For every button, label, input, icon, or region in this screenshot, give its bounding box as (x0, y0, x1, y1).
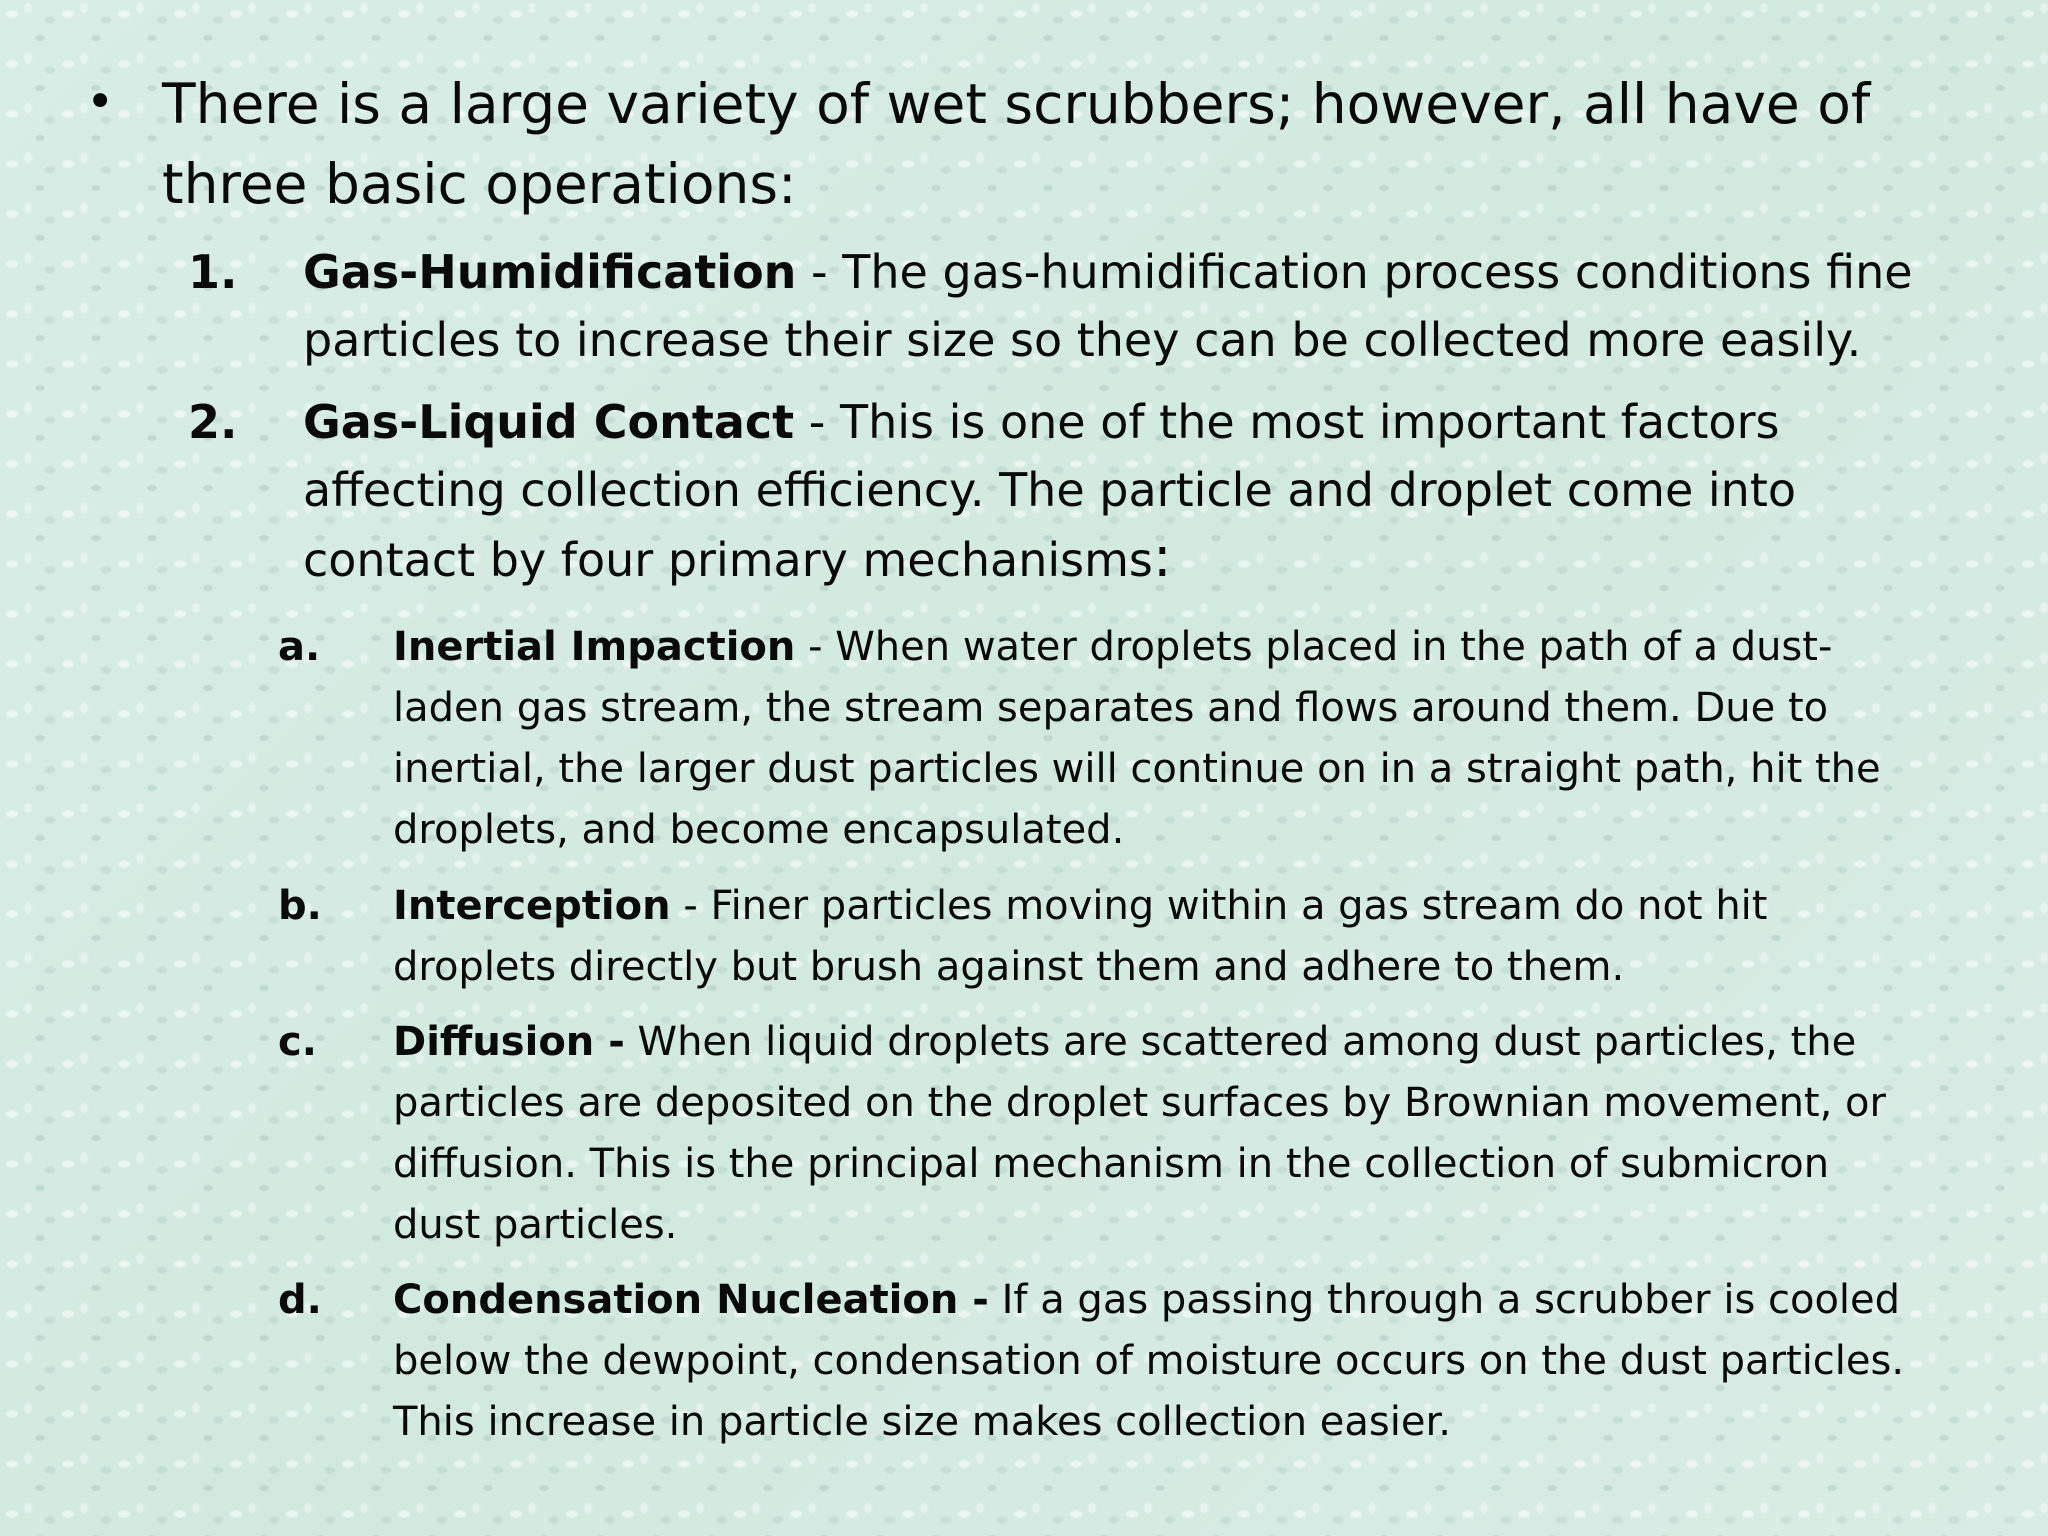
mechanism-letter: d. (278, 1277, 322, 1323)
item-description: - The gas-humidification process conditions fine particles to increase their size so they can be collected more easily. (303, 245, 1913, 367)
mechanism-term: Condensation Nucleation - (393, 1277, 989, 1323)
mechanism-inertial-impaction (393, 617, 1913, 861)
numbered-item-gas-humidification (303, 238, 1923, 374)
item-number: 1. (188, 245, 238, 299)
item-term: Gas-Liquid Contact (303, 395, 795, 449)
item-number: 2. (188, 395, 238, 449)
main-bullet-text: There is a large variety of wet scrubbers; however, all have of three basic operations: (162, 72, 1871, 216)
mechanism-letter: a. (278, 624, 321, 670)
item-description: - This is one of the most important factors affecting collection efficiency. The particle and droplet come into contact by four primary mechanisms (303, 395, 1797, 587)
numbered-item-gas-liquid-contact (303, 388, 1923, 594)
mechanism-diffusion (393, 1012, 1913, 1256)
item-term: Gas-Humidification (303, 245, 797, 299)
mechanism-letter: b. (278, 883, 322, 929)
mechanism-letter: c. (278, 1019, 317, 1065)
mechanism-term: Diffusion - (393, 1019, 625, 1065)
mechanism-interception (393, 876, 1913, 998)
mechanism-description: - When water droplets placed in the path of a dust-laden gas stream, the stream separates and flows around them. Due to inertial, the larger dust particles will continue on in a straight path, hit the droplets, and become encapsulated. (393, 624, 1881, 853)
mechanism-term: Inertial Impaction (393, 624, 796, 670)
item-colon: : (1152, 525, 1172, 590)
mechanism-description: - Finer particles moving within a gas stream do not hit droplets directly but brush against them and adhere to them. (393, 883, 1768, 990)
mechanism-term: Interception (393, 883, 671, 929)
mechanism-description: If a gas passing through a scrubber is cooled below the dewpoint, condensation of moisture occurs on the dust particles. This increase in particle size makes collection easier. (393, 1277, 1905, 1445)
mechanism-description: When liquid droplets are scattered among dust particles, the particles are deposited on the droplet surfaces by Brownian movement, or diffusion. This is the principal mechanism in the collection of submicron dust particles. (393, 1019, 1886, 1248)
bullet-icon: • (86, 74, 115, 130)
mechanism-condensation-nucleation (393, 1270, 1913, 1453)
